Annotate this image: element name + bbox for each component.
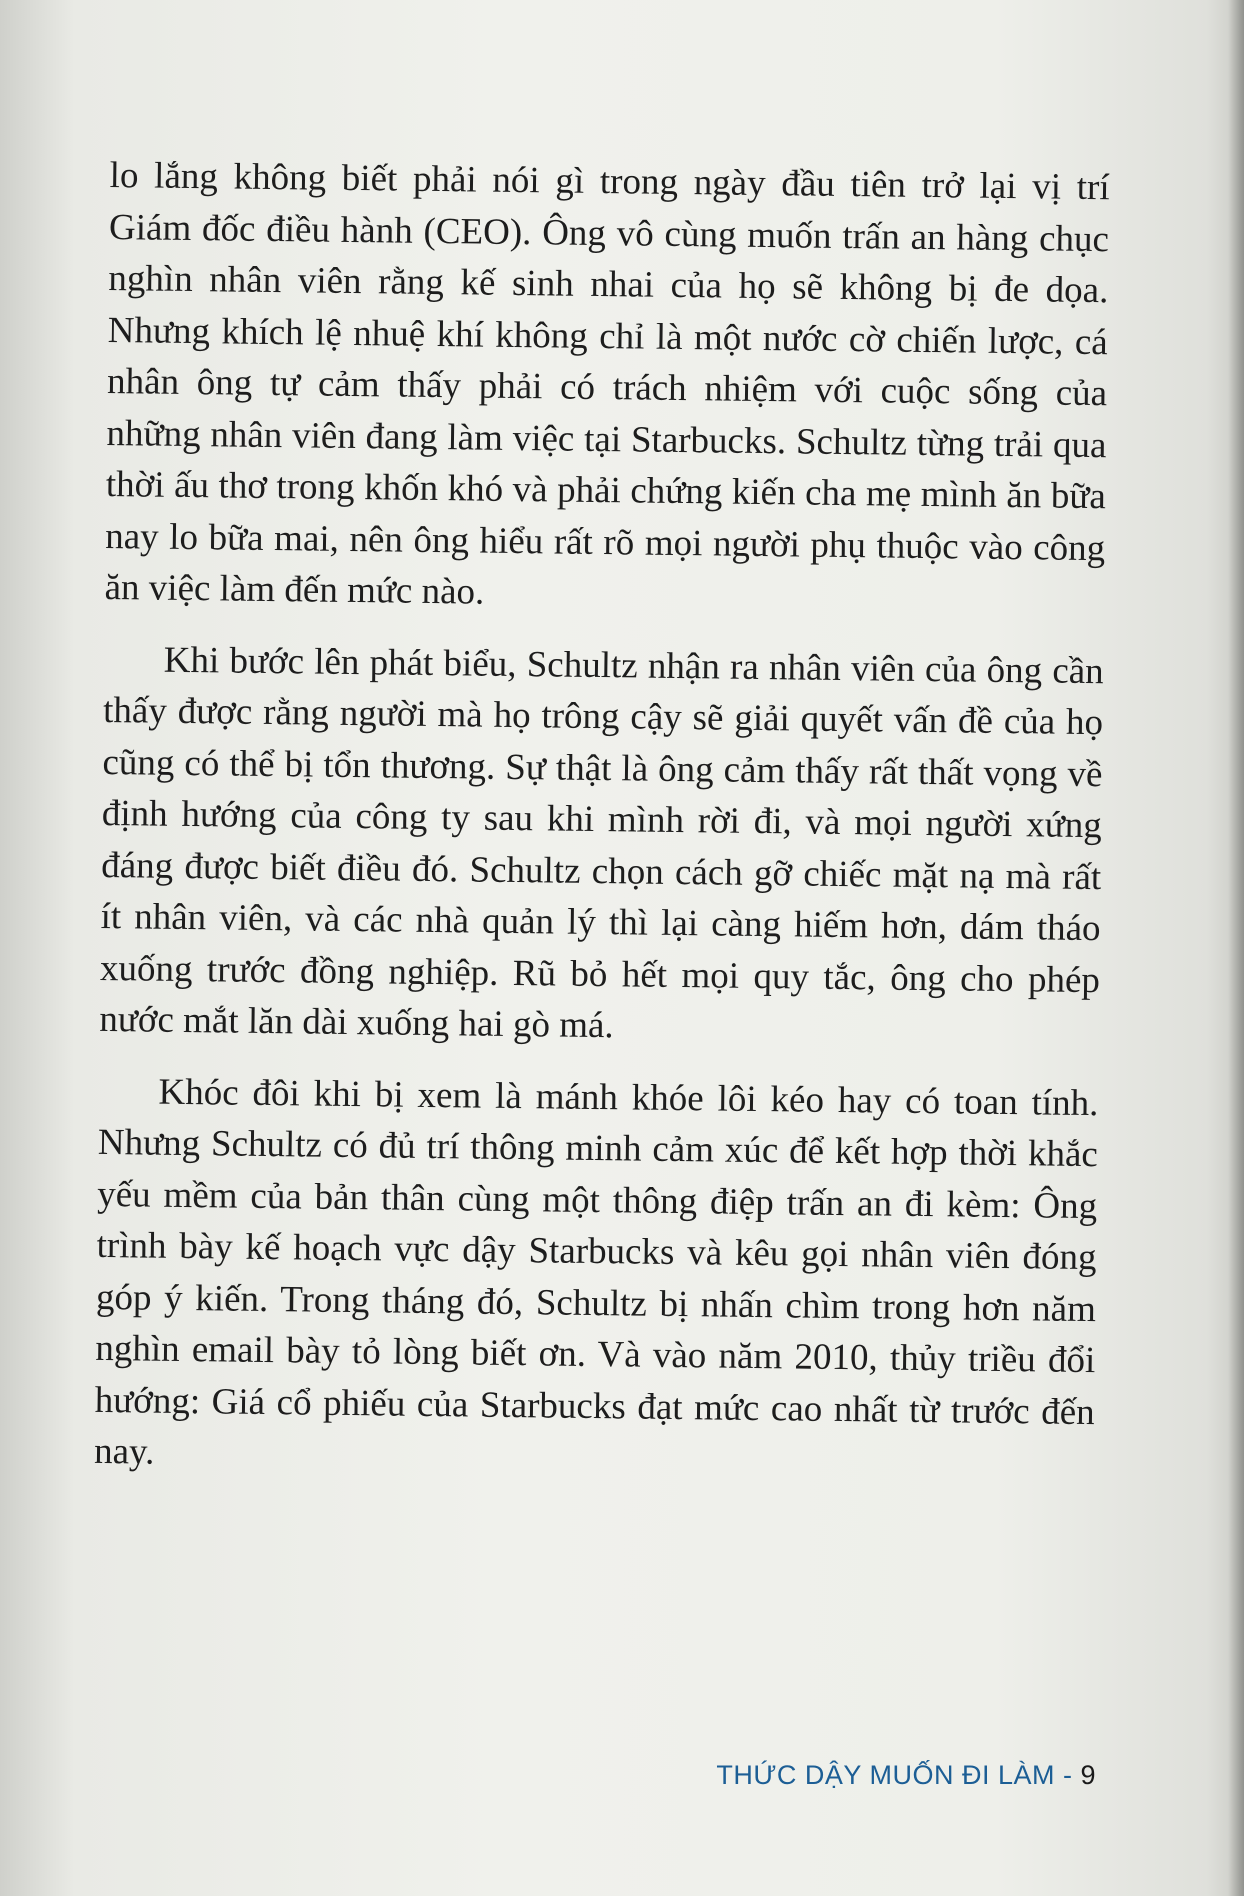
footer-separator: - bbox=[1054, 1760, 1081, 1790]
page-footer bbox=[716, 1760, 1096, 1791]
page-number: 9 bbox=[1080, 1760, 1096, 1790]
body-text bbox=[94, 150, 1110, 1510]
book-title: THỨC DẬY MUỐN ĐI LÀM bbox=[716, 1760, 1055, 1790]
paragraph-3: Khóc đôi khi bị xem là mánh khóe lôi kéo hay có toan tính. Nhưng Schultz có đủ trí thông minh cảm xúc để kết hợp thời khắc yếu mềm của bản thân cùng một thông điệp trấn an đi kèm: Ông trình bày kế hoạch vực dậy Starbucks và kêu gọi nhân viên đóng góp ý kiến. Trong tháng đó, Schultz bị nhấn chìm trong hơn năm nghìn email bày tỏ lòng biết ơn. Và vào năm 2010, thủy triều đổi hướng: Giá cổ phiếu của Starbucks đạt mức cao nhất từ trước đến nay. bbox=[93, 1071, 1099, 1473]
page-edge-shadow bbox=[1228, 0, 1244, 1896]
paragraph-1: lo lắng không biết phải nói gì trong ngày đầu tiên trở lại vị trí Giám đốc điều hành (CEO). Ông vô cùng muốn trấn an hàng chục nghìn nhân viên rằng kế sinh nhai của họ sẽ không bị đe dọa. Nhưng khích lệ nhuệ khí không chỉ là một nước cờ chiến lược, cá nhân ông tự cảm thấy phải có trách nhiệm với cuộc sống của những nhân viên đang làm việc tại Starbucks. Schultz từng trải qua thời ấu thơ trong khốn khó và phải chứng kiến cha mẹ mình ăn bữa nay lo bữa mai, nên ông hiểu rất rõ mọi người phụ thuộc vào công ăn việc làm đến mức nào. bbox=[104, 154, 1110, 613]
paragraph-2: Khi bước lên phát biểu, Schultz nhận ra nhân viên của ông cần thấy được rằng người mà họ trông cậy sẽ giải quyết vấn đề của họ cũng có thể bị tổn thương. Sự thật là ông cảm thấy rất thất vọng về định hướng của công ty sau khi mình rời đi, và mọi người xứng đáng được biết điều đó. Schultz chọn cách gỡ chiếc mặt nạ mà rất ít nhân viên, và các nhà quản lý thì lại càng hiếm hơn, dám tháo xuống trước đồng nghiệp. Rũ bỏ hết mọi quy tắc, ông cho phép nước mắt lăn dài xuống hai gò má. bbox=[99, 639, 1104, 1047]
